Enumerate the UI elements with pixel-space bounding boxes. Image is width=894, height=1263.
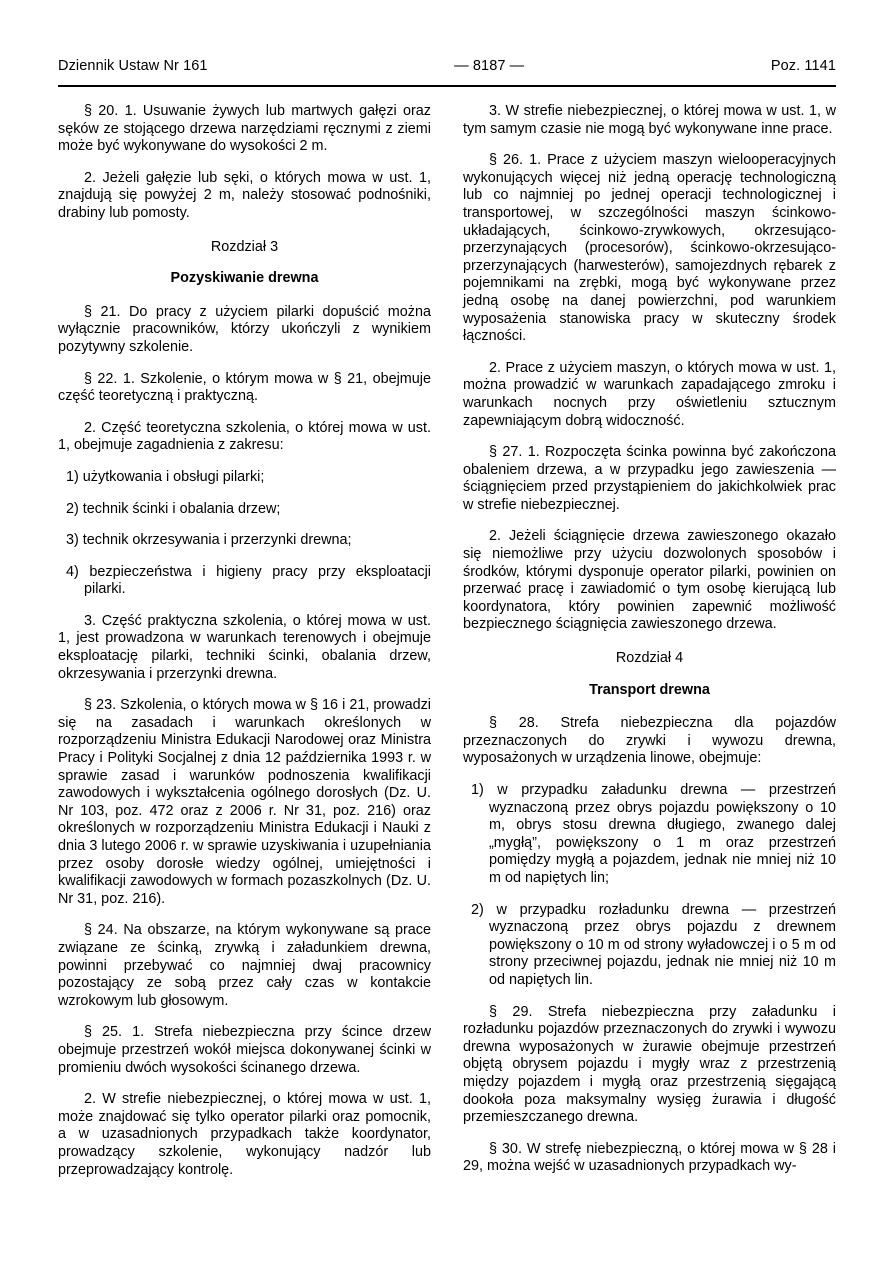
- page-number: — 8187 —: [454, 58, 525, 74]
- right-column: [463, 103, 836, 1243]
- list-item: 1) użytkowania i obsługi pilarki;: [66, 468, 265, 485]
- paragraph: § 30. W strefę niebezpieczną, o której mowa w § 28 i 29, można wejść w uzasadnionych przypadkach wy-: [463, 1140, 836, 1175]
- paragraph: 2. Prace z użyciem maszyn, o których mowa w ust. 1, można prowadzić w warunkach zapadającego zmroku i warunkach nocnych przy oświetleniu sztucznym zapewniającym dobrą widoczność.: [463, 359, 836, 429]
- paragraph: § 24. Na obszarze, na którym wykonywane są prace związane ze ścinką, zrywką i załadunkiem drewna, powinni przebywać co najmniej dwaj pracownicy pozostający ze sobą przez cały czas w kontakcie wzrokowym lub głosowym.: [58, 922, 431, 1009]
- paragraph: § 20. 1. Usuwanie żywych lub martwych gałęzi oraz sęków ze stojącego drzewa narzędziami ręcznymi z ziemi może być wykonywane do wysokości 2 m.: [58, 103, 431, 155]
- paragraph: 2. Jeżeli gałęzie lub sęki, o których mowa w ust. 1, znajdują się powyżej 2 m, należy stosować podnośniki, drabiny lub pomosty.: [58, 169, 431, 221]
- body-columns: [58, 103, 836, 1243]
- paragraph: 3. W strefie niebezpiecznej, o której mowa w ust. 1, w tym samym czasie nie mogą być wykonywane inne prace.: [463, 103, 836, 137]
- chapter-title: Transport drewna: [589, 681, 710, 698]
- list-item: 1) w przypadku załadunku drewna — przestrzeń wyznaczoną przez obrys pojazdu powiększony o 10 m, obrys stosu drewna długiego, zwanego dalej „mygłą”, powiększony o 1 m oraz przestrzeń pomiędzy mygłą a pojazdem, jednak nie mniej niż 10 m od napiętych lin;: [471, 782, 836, 886]
- chapter-title: Pozyskiwanie drewna: [170, 270, 319, 287]
- paragraph: 2. W strefie niebezpiecznej, o której mowa w ust. 1, może znajdować się tylko operator pilarki oraz pomocnik, a w uzasadnionych przypadkach także koordynator, prowadzący szkolenie, wykonujący nadzór lub przeprowadzający kontrolę.: [58, 1091, 431, 1178]
- paragraph: § 22. 1. Szkolenie, o którym mowa w § 21, obejmuje część teoretyczną i praktyczną.: [58, 370, 431, 405]
- list-item: 2) w przypadku rozładunku drewna — przestrzeń wyznaczoną przez obrys pojazdu z drewnem powiększony o 10 m od strony wyładowczej i o 5 m od strony przeciwnej pojazdu, jednak nie mniej niż 10 m od napiętych lin.: [471, 901, 836, 988]
- journal-title: Dziennik Ustaw Nr 161: [58, 58, 208, 74]
- left-column: [58, 103, 431, 1243]
- paragraph: § 28. Strefa niebezpieczna dla pojazdów przeznaczonych do zrywki i wywozu drewna, wyposażonych w urządzenia linowe, obejmuje:: [463, 715, 836, 767]
- paragraph: § 29. Strefa niebezpieczna przy załadunku i rozładunku pojazdów przeznaczonych do zrywki i wywozu drewna wyposażonych w żurawie obejmuje przestrzeń objętą obrysem pojazdu i mygły wraz z przestrzenią między pojazdem i mygłą oraz przestrzenią sięgającą dookoła poza maksymalny wysięg żurawia i długość przemieszczanego drewna.: [463, 1003, 836, 1126]
- paragraph: § 21. Do pracy z użyciem pilarki dopuścić można wyłącznie pracowników, którzy ukończyli z wynikiem pozytywny szkolenie.: [58, 303, 431, 355]
- paragraph: § 25. 1. Strefa niebezpieczna przy ścince drzew obejmuje przestrzeń wokół miejsca dokonywanej ścinki w promieniu dwóch wysokości ścinanego drzewa.: [58, 1024, 431, 1076]
- list-item: 2) technik ścinki i obalania drzew;: [66, 500, 281, 517]
- header-divider: [58, 85, 836, 87]
- list-item: 3) technik okrzesywania i przerzynki drewna;: [66, 532, 352, 549]
- paragraph: 2. Część teoretyczna szkolenia, o której mowa w ust. 1, obejmuje zagadnienia z zakresu:: [58, 419, 431, 454]
- paragraph: § 23. Szkolenia, o których mowa w § 16 i 21, prowadzi się na zasadach i warunkach określonych w rozporządzeniu Ministra Edukacji Narodowej oraz Ministra Pracy i Polityki Socjalnej z dnia 12 października 1993 r. w sprawie zasad i warunków podnoszenia kwalifikacji zawodowych i wykształcenia ogólnego dorosłych (Dz. U. Nr 103, poz. 472 oraz z 2006 r. Nr 31, poz. 216) oraz określonych w rozporządzeniu Ministra Edukacji i Nauki z dnia 3 lutego 2006 r. w sprawie uzyskiwania i uzupełniania przez osoby dorosłe wiedzy ogólnej, umiejętności i kwalifikacji zawodowych w formach pozaszkolnych (Dz. U. Nr 31, poz. 216).: [58, 697, 431, 907]
- paragraph: § 26. 1. Prace z użyciem maszyn wielooperacyjnych wykonujących więcej niż jedną operację technologiczną lub co najmniej po jednej operacji technologicznej i transportowej, w szczególności maszyn ścinkowo-układających, ścinkowo-zrywkowych, okrzesująco-przerzynających (procesorów), ścinkowo-okrzesująco-przerzynających (harwesterów), samojezdnych rębarek z pojemnikami na zrębki, mogą być wykonywane przez jedną osobę na danej powierzchni, pod warunkiem wyposażenia stanowiska pracy w skuteczny środek łączności.: [463, 152, 836, 345]
- chapter-heading: Rozdział 4: [615, 650, 684, 667]
- running-head: [58, 58, 836, 74]
- paragraph: 2. Jeżeli ściągnięcie drzewa zawieszonego okazało się niemożliwe przy użyciu dozwolonych sposobów i środków, którymi dysponuje operator pilarki, powinien on przerwać pracę i zawiadomić o tym osobę kierującą lub koordynatora, który powinien zapewnić możliwość bezpiecznego ściągnięcia zawieszonego drzewa.: [463, 528, 836, 633]
- list-item: 4) bezpieczeństwa i higieny pracy przy eksploatacji pilarki.: [66, 563, 431, 598]
- chapter-heading: Rozdział 3: [210, 238, 279, 255]
- item-number: Poz. 1141: [770, 58, 836, 74]
- paragraph: § 27. 1. Rozpoczęta ścinka powinna być zakończona obaleniem drzewa, a w przypadku jego zawieszenia — ściągnięciem przed przystąpieniem do jakichkolwiek prac w strefie niebezpiecznej.: [463, 444, 836, 513]
- paragraph: 3. Część praktyczna szkolenia, o której mowa w ust. 1, jest prowadzona w warunkach terenowych i obejmuje eksploatację pilarki, techniki ścinki, obalania drzew, okrzesywania i przerzynki drewna.: [58, 612, 431, 682]
